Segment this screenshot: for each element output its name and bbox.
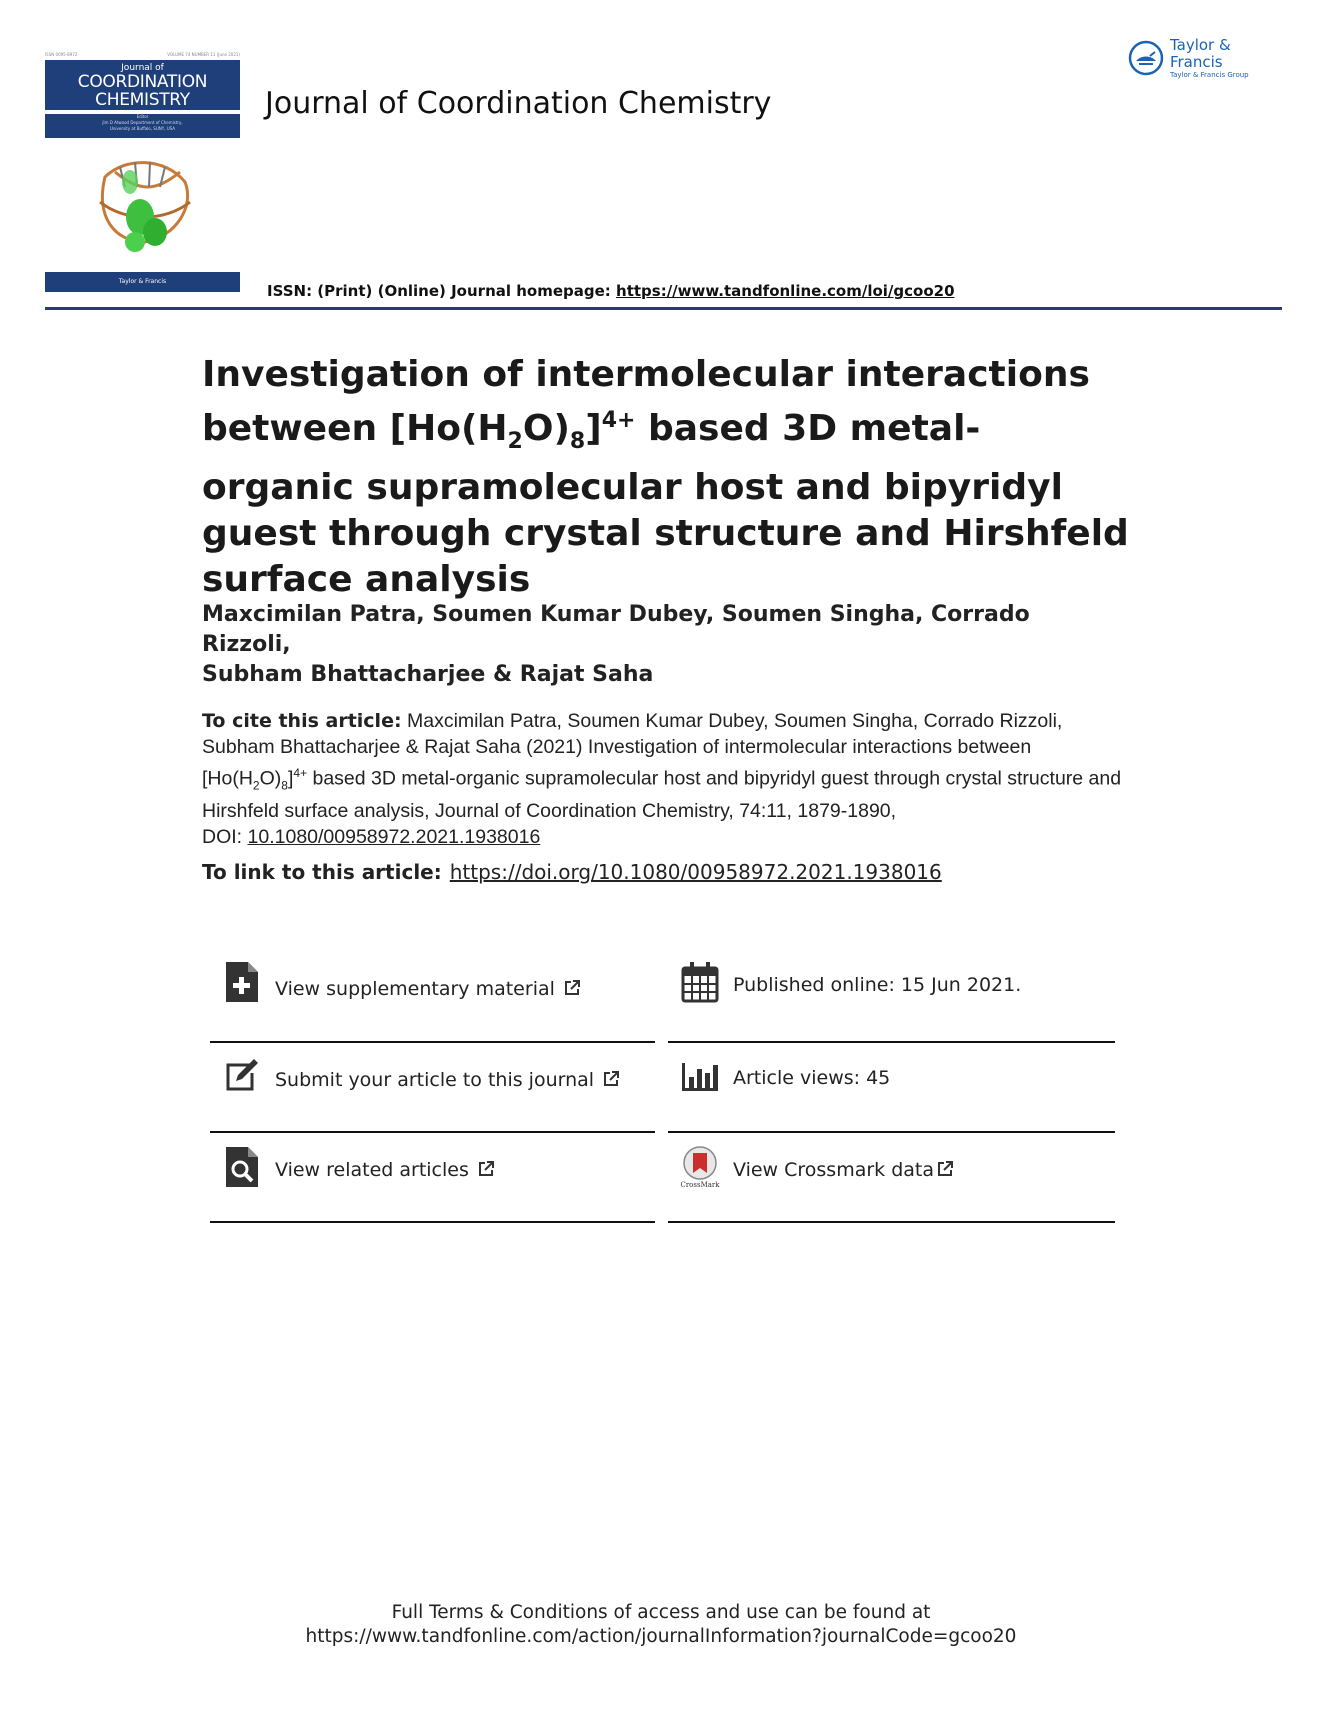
crossmark-icon (680, 1145, 720, 1189)
submit-article-label: Submit your article to this journal (275, 1069, 595, 1091)
title-sup: 4+ (601, 408, 636, 433)
bar-chart-icon (680, 1055, 720, 1099)
title-text-3: ] (585, 408, 602, 449)
external-link-icon (602, 1070, 620, 1088)
citation-label: To cite this article: (202, 710, 402, 732)
article-views-item (668, 1055, 1113, 1143)
doi-label: DOI: (202, 826, 248, 849)
grid-divider (668, 1041, 1115, 1043)
external-link-icon (477, 1160, 495, 1178)
crossmark-label: View Crossmark data (733, 1159, 935, 1181)
cover-top-strip (45, 52, 240, 60)
taylor-francis-lamp-icon (1128, 40, 1164, 76)
supplementary-material-item[interactable] (210, 960, 655, 1048)
title-text-1: Investigation of intermolecular interactions between [Ho(H (202, 354, 1090, 449)
related-articles-label: View related articles (275, 1159, 469, 1181)
terms-footer (0, 1601, 1322, 1649)
citation-block (202, 708, 1122, 850)
document-search-icon (222, 1145, 262, 1189)
molecule-illustration-icon (85, 147, 205, 267)
journal-title: Journal of Coordination Chemistry (265, 86, 772, 121)
cover-issn: ISSN 0095-8972 (45, 52, 78, 57)
grid-divider (668, 1221, 1115, 1223)
grid-divider (668, 1131, 1115, 1133)
authors-line-1: Maxcimilan Patra, Soumen Kumar Dubey, Soumen Singha, Corrado Rizzoli, (202, 602, 1030, 657)
crossmark-logo-text: CrossMark (680, 1181, 720, 1189)
cover-coordination: COORDINATION (77, 72, 208, 92)
external-link-icon (563, 979, 581, 997)
issn-label: ISSN: (Print) (Online) Journal homepage: (267, 282, 617, 300)
supplementary-material-label: View supplementary material (275, 978, 555, 1000)
cover-publisher-band (45, 272, 240, 292)
related-articles-item[interactable] (210, 1145, 655, 1233)
cover-volume: VOLUME 74 NUMBER 11 (June 2021) (167, 52, 240, 57)
header-divider (45, 307, 1282, 310)
edit-icon (222, 1055, 262, 1099)
crossmark-item[interactable] (668, 1145, 1113, 1233)
citation-text-1: Maxcimilan Patra, Soumen Kumar Dubey, Soumen Singha, Corrado Rizzoli, Subham Bhattacharjee & Rajat Saha (2021) Investigation of intermolecular interactions between [Ho(H (202, 710, 1063, 790)
author-list (202, 600, 1122, 690)
article-link-line (202, 860, 1122, 884)
article-views-count: Article views: 45 (733, 1067, 891, 1089)
published-online-item (668, 960, 1113, 1048)
cover-title-band (45, 60, 240, 110)
published-online-date: Published online: 15 Jun 2021. (733, 974, 1022, 996)
submit-article-item[interactable] (210, 1055, 655, 1143)
article-doi-url-link[interactable]: https://doi.org/10.1080/00958972.2021.1938016 (449, 860, 942, 884)
cover-publisher: Taylor & Francis (118, 278, 167, 285)
title-sub-1: 2 (507, 429, 523, 455)
cover-chemistry: CHEMISTRY (95, 90, 190, 110)
grid-divider (210, 1041, 655, 1043)
journal-homepage-link[interactable]: https://www.tandfonline.com/loi/gcoo20 (616, 282, 955, 300)
grid-divider (210, 1131, 655, 1133)
citation-sub-2: 8 (281, 778, 288, 793)
cover-editor-band (45, 114, 240, 138)
title-text-4: based 3D metal-organic supramolecular host and bipyridyl guest through crystal structure and Hirshfeld surface analysis (202, 408, 1129, 601)
external-link-icon (936, 1160, 954, 1178)
cover-editor-text: Editor Jim D Atwood Department of Chemistry, University at Buffalo, SUNY, USA (102, 114, 183, 131)
article-title (202, 352, 1132, 603)
grid-divider (210, 1221, 655, 1223)
publisher-name: Taylor & Francis (1169, 36, 1231, 71)
calendar-icon (680, 960, 720, 1004)
title-text-2: O) (522, 408, 570, 449)
footer-terms-link[interactable]: https://www.tandfonline.com/action/journalInformation?journalCode=gcoo20 (305, 1626, 1017, 1647)
issn-homepage-line (267, 282, 955, 300)
title-sub-2: 8 (569, 429, 586, 455)
cover-journal-of: Journal of (121, 63, 164, 73)
document-plus-icon (222, 960, 262, 1004)
citation-text-4: based 3D metal-organic supramolecular host and bipyridyl guest through crystal structure and Hirshfeld surface analysis, Journal of Coordination Chemistry, 74:11, 1879-1890, (202, 767, 1122, 823)
doi-link[interactable]: 10.1080/00958972.2021.1938016 (247, 826, 541, 849)
publisher-group: Taylor & Francis Group (1169, 71, 1249, 79)
citation-sup: 4+ (293, 766, 308, 780)
citation-text-2: O) (259, 767, 282, 790)
publisher-logo[interactable] (1128, 38, 1288, 78)
link-label: To link to this article: (202, 860, 442, 884)
citation-text-3: ] (287, 767, 294, 790)
citation-sub-1: 2 (252, 778, 260, 793)
footer-line-1: Full Terms & Conditions of access and use can be found at (391, 1602, 931, 1623)
journal-cover-image (45, 52, 240, 292)
authors-line-2: Subham Bhattacharjee & Rajat Saha (202, 662, 654, 687)
